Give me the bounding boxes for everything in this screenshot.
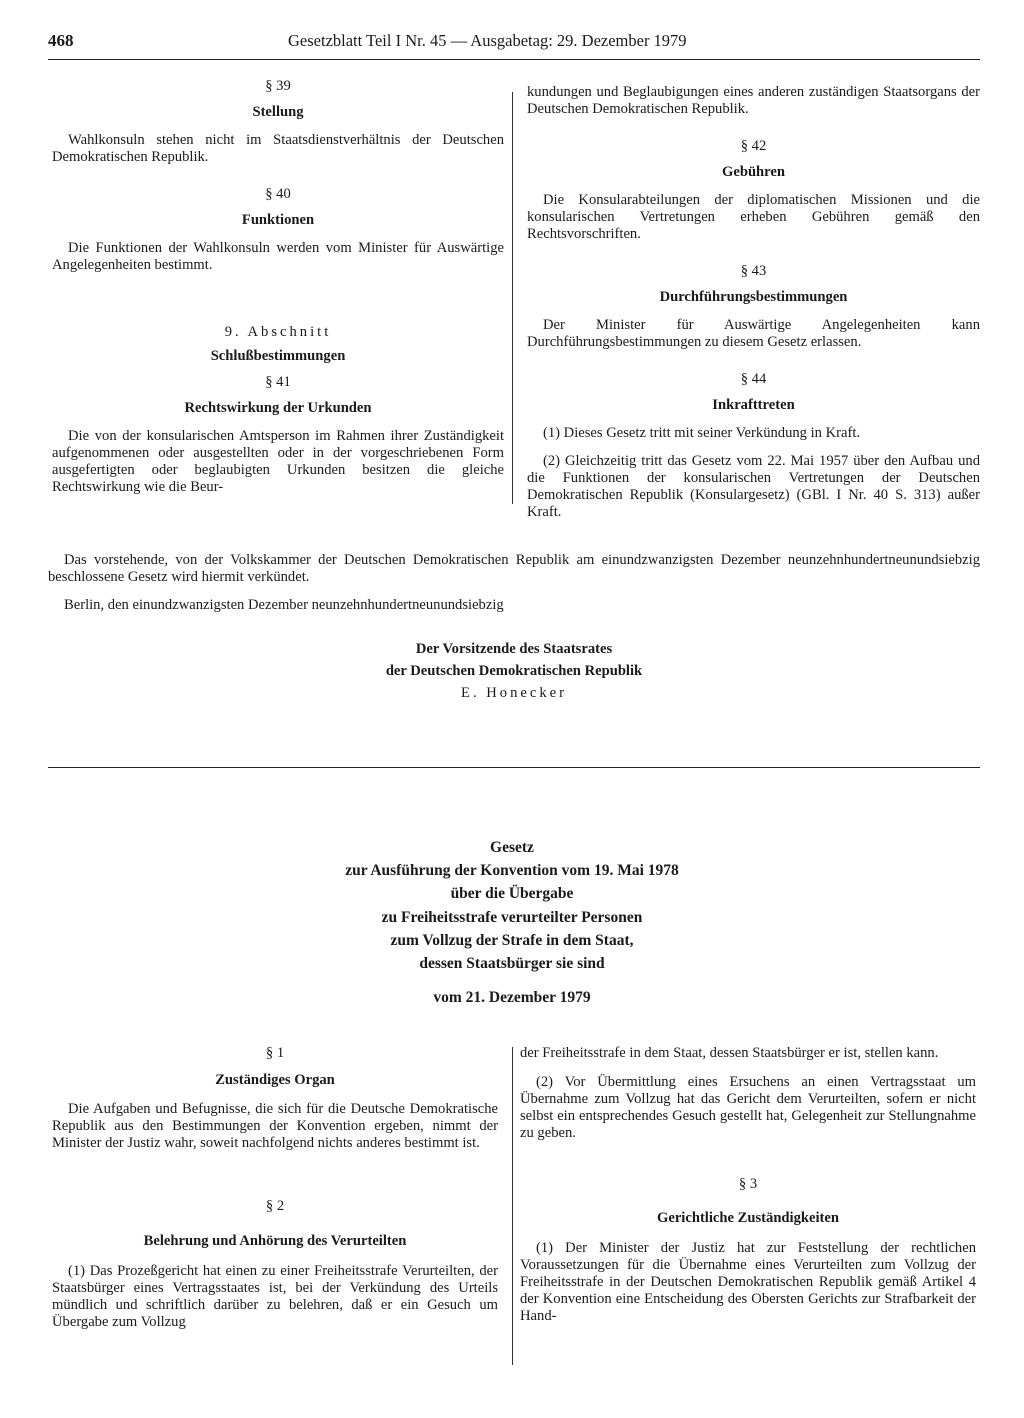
top-right-column xyxy=(527,84,980,521)
section-1-number: § 1 xyxy=(265,1045,285,1061)
law-title-line-5: zum Vollzug der Strafe in dem Staat, xyxy=(390,931,634,949)
section-39-text: Wahlkonsuln stehen nicht im Staatsdienstverhältnis der Deutschen Demokratischen Republik. xyxy=(52,132,504,165)
section-41-title: Rechtswirkung der Urkunden xyxy=(184,400,372,416)
law-title-line-6: dessen Staatsbürger sie sind xyxy=(419,955,605,973)
top-left-column xyxy=(52,78,504,496)
column-divider-top xyxy=(512,92,513,504)
section-39-number: § 39 xyxy=(265,78,291,94)
law-date: vom 21. Dezember 1979 xyxy=(433,989,591,1007)
section-39-title: Stellung xyxy=(252,104,304,120)
section-42-text: Die Konsularabteilungen der diplomatischen Missionen und die konsularischen Vertretungen erheben Gebühren gemäß den Rechtsvorschriften. xyxy=(527,192,980,242)
section-3-number: § 3 xyxy=(738,1176,758,1192)
section-40-title: Funktionen xyxy=(241,212,315,228)
section-2-title: Belehrung und Anhörung des Verurteilten xyxy=(143,1233,407,1249)
section-1-text: Die Aufgaben und Befugnisse, die sich für die Deutsche Demokratische Republik aus den Bestimmungen der Konvention ergeben, nimmt der Minister der Justiz wahr, soweit nachfolgend nichts anderes bestimmt ist. xyxy=(52,1101,498,1151)
section-2-paragraph-2: (2) Vor Übermittlung eines Ersuchens an einen Vertragsstaat um Übernahme zum Vollzug hat das Gericht dem Verurteilten, sofern er nicht selbst ein entsprechendes Gesuch gestellt hat, Gelegenheit zur Stellungnahme zu geben. xyxy=(520,1074,976,1141)
signature-block xyxy=(48,641,980,702)
signatory-office-2: der Deutschen Demokratischen Republik xyxy=(385,663,643,679)
section-44-number: § 44 xyxy=(740,371,767,387)
section-43-number: § 43 xyxy=(740,263,767,279)
law-title-block xyxy=(0,836,1024,1009)
page-number: 468 xyxy=(48,31,74,50)
chapter-number: 9. Abschnitt xyxy=(224,324,332,340)
page-header xyxy=(48,32,980,58)
column-divider-bottom xyxy=(512,1047,513,1365)
section-3-title: Gerichtliche Zuständigkeiten xyxy=(656,1210,840,1226)
section-2-text: (1) Das Prozeßgericht hat einen zu einer Freiheitsstrafe Verurteilten, der Staatsbürger eines Vertragsstaates ist, bei der Verkündung des Urteils mündlich und schriftlich darüber zu belehren, daß er ein Gesuch um Übergabe zum Vollzug xyxy=(52,1263,498,1330)
continuation-text-2: der Freiheitsstrafe in dem Staat, dessen Staatsbürger er ist, stellen kann. xyxy=(520,1045,939,1061)
section-1-title: Zuständiges Organ xyxy=(215,1072,335,1088)
law-title-line-4: zu Freiheitsstrafe verurteilter Personen xyxy=(381,908,643,926)
law-title-line-2: zur Ausführung der Konvention vom 19. Mai 1978 xyxy=(345,862,679,880)
chapter-title: Schlußbestimmungen xyxy=(210,348,346,364)
section-44-paragraph-1: (1) Dieses Gesetz tritt mit seiner Verkündung in Kraft. xyxy=(543,425,861,441)
place-and-date: Berlin, den einundzwanzigsten Dezember neunzehnhundertneunundsiebzig xyxy=(64,597,504,613)
section-40-number: § 40 xyxy=(265,186,291,202)
section-44-title: Inkrafttreten xyxy=(712,397,795,413)
section-3-text: (1) Der Minister der Justiz hat zur Feststellung der rechtlichen Voraussetzungen für die Übernahme eines Verurteilten zum Vollzug der Freiheitsstrafe in der Deutschen Demokratischen Republik gemäß Artikel 4 der Konvention eine Entscheidung des Obersten Gerichts zur Strafbarkeit der Hand- xyxy=(520,1240,976,1324)
section-42-title: Gebühren xyxy=(722,164,785,180)
bottom-left-column xyxy=(52,1045,498,1331)
signatory-office-1: Der Vorsitzende des Staatsrates xyxy=(415,641,613,657)
section-41-text: Die von der konsularischen Amtsperson im Rahmen ihrer Zuständigkeit aufgenommenen oder ausgestellten oder in der vorgeschriebenen Form ausgefertigten oder beglaubigten Urkunden besitzen die gleiche Rechtswirkung wie die Beur- xyxy=(52,428,504,495)
law-title-line-3: über die Übergabe xyxy=(450,885,574,903)
running-head: Gesetzblatt Teil I Nr. 45 — Ausgabetag: 29. Dezember 1979 xyxy=(288,31,687,50)
header-rule xyxy=(48,59,980,60)
law-separator-rule xyxy=(48,767,980,768)
section-43-text: Der Minister für Auswärtige Angelegenheiten kann Durchführungsbestimmungen zu diesem Gesetz erlassen. xyxy=(527,317,980,350)
section-43-title: Durchführungsbestimmungen xyxy=(659,289,848,305)
enactment-text: Das vorstehende, von der Volkskammer der Deutschen Demokratischen Republik am einundzwanzigsten Dezember neunzehnhundertneunundsiebzig beschlossene Gesetz wird hiermit verkündet. xyxy=(48,552,980,585)
law-title-line-1: Gesetz xyxy=(490,839,534,856)
enactment-clause xyxy=(48,552,980,614)
signatory-name: E. Honecker xyxy=(461,685,567,701)
section-2-number: § 2 xyxy=(265,1198,285,1214)
section-41-number: § 41 xyxy=(265,374,291,390)
bottom-right-column xyxy=(520,1045,976,1325)
section-42-number: § 42 xyxy=(740,138,767,154)
continuation-text: kundungen und Beglaubigungen eines anderen zuständigen Staatsorgans der Deutschen Demokratischen Republik. xyxy=(527,84,980,117)
section-40-text: Die Funktionen der Wahlkonsuln werden vom Minister für Auswärtige Angelegenheiten bestimmt. xyxy=(52,240,504,273)
section-44-paragraph-2: (2) Gleichzeitig tritt das Gesetz vom 22. Mai 1957 über den Aufbau und die Funktionen der konsularischen Vertretungen der Deutschen Demokratischen Republik (Konsulargesetz) (GBl. I Nr. 40 S. 313) außer Kraft. xyxy=(527,453,980,520)
